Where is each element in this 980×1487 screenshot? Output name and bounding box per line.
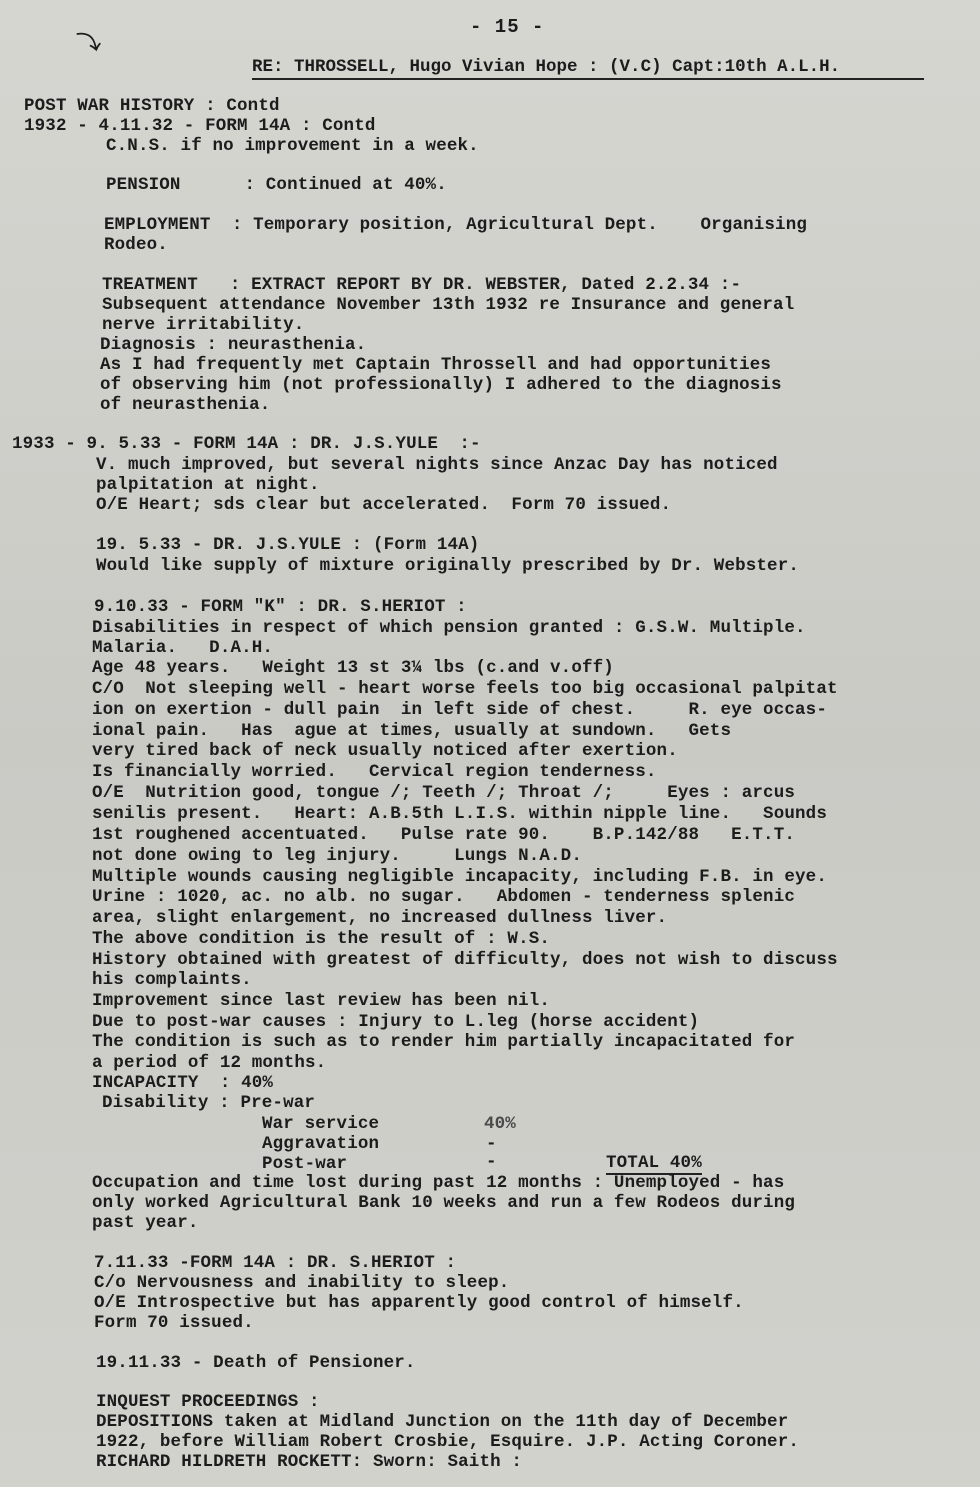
record-line: C/O Not sleeping well - heart worse feels too big occasional palpitat [92,679,838,699]
record-line: Diagnosis : neurasthenia. [100,335,367,355]
record-line: C/o Nervousness and inability to sleep. [94,1273,510,1293]
record-line: only worked Agricultural Bank 10 weeks and run a few Rodeos during [92,1193,796,1213]
record-line: area, slight enlargement, no increased dullness liver. [92,908,668,928]
record-line: Disability : Pre-war [102,1093,316,1113]
section-heading: POST WAR HISTORY : Contd [24,96,280,116]
disability-value: - [486,1152,497,1172]
disability-value: 40% [484,1114,516,1134]
record-line: Would like supply of mixture originally prescribed by Dr. Webster. [96,556,800,576]
record-line: Improvement since last review has been nil. [92,991,551,1011]
disability-total: TOTAL 40% [606,1153,702,1173]
record-line: The above condition is the result of : W.S. [92,929,551,949]
record-line: Due to post-war causes : Injury to L.leg (horse accident) [92,1012,700,1032]
disability-label: Post-war [262,1154,348,1174]
record-line: past year. [92,1213,199,1233]
record-line: of observing him (not professionally) I adhered to the diagnosis [100,375,782,395]
disability-label: Aggravation [262,1134,380,1154]
record-line: Age 48 years. Weight 13 st 3¼ lbs (c.and v.off) [92,658,614,678]
page-number: - 15 - [470,16,545,38]
record-line: TREATMENT : EXTRACT REPORT BY DR. WEBSTER, Dated 2.2.34 :- [102,275,742,295]
record-line: Occupation and time lost during past 12 months : Unemployed - has [92,1173,785,1193]
record-line: C.N.S. if no improvement in a week. [106,136,479,156]
record-line: INQUEST PROCEEDINGS : [96,1392,320,1412]
record-line: 1933 - 9. 5.33 - FORM 14A : DR. J.S.YULE :- [12,434,481,454]
record-line: As I had frequently met Captain Throssell and had opportunities [100,355,772,375]
record-line: 1932 - 4.11.32 - FORM 14A : Contd [24,116,376,136]
record-line: a period of 12 months. [92,1053,327,1073]
record-line: INCAPACITY : 40% [92,1073,274,1093]
header-title: RE: THROSSELL, Hugo Vivian Hope : (V.C) Capt:10th A.L.H. [252,57,924,80]
record-line: 19.11.33 - Death of Pensioner. [96,1353,416,1373]
record-line: 9.10.33 - FORM "K" : DR. S.HERIOT : [94,597,467,617]
record-line: RICHARD HILDRETH ROCKETT: Sworn: Saith : [96,1452,523,1472]
record-line: 19. 5.33 - DR. J.S.YULE : (Form 14A) [96,535,480,555]
disability-label: War service [262,1114,380,1134]
record-line: Urine : 1020, ac. no alb. no sugar. Abdomen - tenderness splenic [92,887,796,907]
record-line: ional pain. Has ague at times, usually at sundown. Gets [92,721,732,741]
record-line: The condition is such as to render him partially incapacitated for [92,1032,796,1052]
record-line: Form 70 issued. [94,1313,254,1333]
record-line: Is financially worried. Cervical region tenderness. [92,762,657,782]
record-line: nerve irritability. [102,315,305,335]
record-line: PENSION : Continued at 40%. [106,175,447,195]
record-line: very tired back of neck usually noticed after exertion. [92,741,678,761]
record-line: 7.11.33 -FORM 14A : DR. S.HERIOT : [94,1253,457,1273]
record-line: Disabilities in respect of which pension granted : G.S.W. Multiple. [92,618,806,638]
record-line: Multiple wounds causing negligible incapacity, including F.B. in eye. [92,867,827,887]
record-line: palpitation at night. [96,475,320,495]
record-line: 1st roughened accentuated. Pulse rate 90. B.P.142/88 E.T.T. [92,825,796,845]
record-line: Rodeo. [104,235,168,255]
record-line: DEPOSITIONS taken at Midland Junction on the 11th day of December [96,1412,789,1432]
record-line: History obtained with greatest of difficulty, does not wish to discuss [92,950,838,970]
disability-value: - [486,1134,497,1154]
record-line: O/E Heart; sds clear but accelerated. Form 70 issued. [96,495,672,515]
record-line: senilis present. Heart: A.B.5th L.I.S. within nipple line. Sounds [92,804,827,824]
record-line: Malaria. D.A.H. [92,638,274,658]
record-line: 1922, before William Robert Crosbie, Esquire. J.P. Acting Coroner. [96,1432,800,1452]
record-line: ion on exertion - dull pain in left side of chest. R. eye occas- [92,700,827,720]
record-line: EMPLOYMENT : Temporary position, Agricultural Dept. Organising [104,215,808,235]
record-line: O/E Nutrition good, tongue /; Teeth /; Throat /; Eyes : arcus [92,783,796,803]
record-line: not done owing to leg injury. Lungs N.A.D. [92,846,582,866]
record-line: Subsequent attendance November 13th 1932 re Insurance and general [102,295,795,315]
handwritten-mark: ⤵ [76,29,103,59]
record-line: V. much improved, but several nights since Anzac Day has noticed [96,455,778,475]
record-line: O/E Introspective but has apparently good control of himself. [94,1293,744,1313]
record-line: his complaints. [92,970,252,990]
record-line: of neurasthenia. [100,395,271,415]
